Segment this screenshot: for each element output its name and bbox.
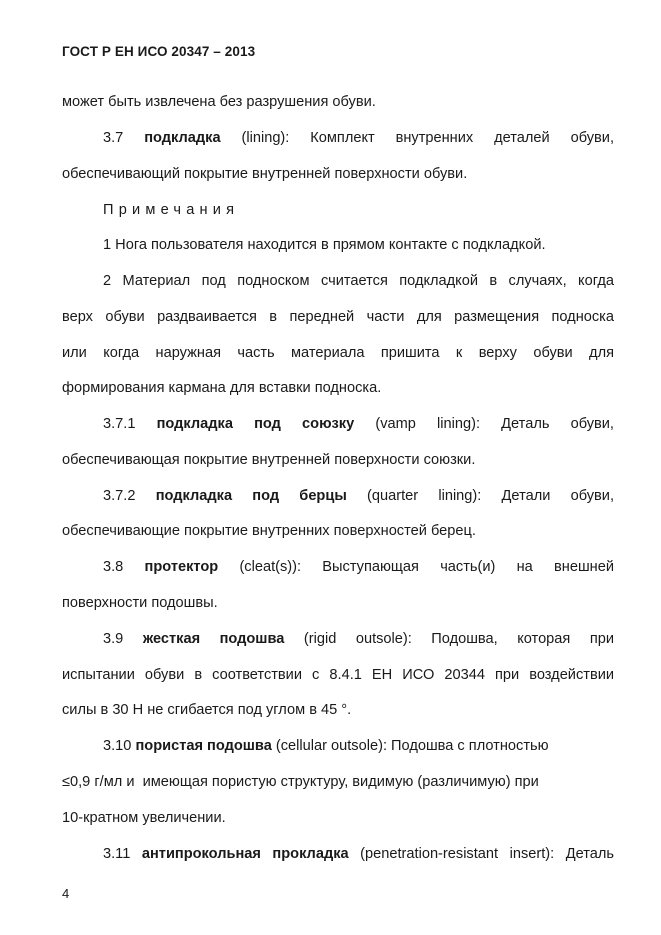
definition-text: (lining): Комплект внутренних деталей обуви,: [241, 130, 614, 146]
clause-number: 3.9: [103, 631, 124, 647]
text-line: поверхности подошвы.: [62, 595, 218, 611]
definition-text: (penetration-resistant insert): Деталь: [360, 846, 614, 862]
text-line: обеспечивающая покрытие внутренней поверхности союзки.: [62, 452, 476, 468]
term: подкладка под берцы: [155, 488, 347, 504]
note-2-line: 2 Материал под подноском считается подкладкой в случаях, когда: [103, 273, 614, 289]
definition-text: (vamp lining): Деталь обуви,: [375, 416, 614, 432]
term: жесткая подошва: [142, 631, 285, 647]
text-line: может быть извлечена без разрушения обуви.: [62, 94, 376, 110]
text-line: 10-кратном увеличении.: [62, 810, 226, 826]
notes-heading: [103, 200, 614, 220]
definition-3-9: [103, 629, 614, 649]
text-line: испытании обуви в соответствии с 8.4.1 ЕН ИСО 20344 при воздействии: [62, 667, 614, 683]
text-line: обеспечивающий покрытие внутренней поверхности обуви.: [62, 166, 468, 182]
definition-3-7: [103, 128, 614, 148]
clause-number: 3.7.2: [103, 488, 136, 504]
definition-text: (quarter lining): Детали обуви,: [367, 488, 615, 504]
clause-number: 3.8: [103, 559, 124, 575]
note-2-line: формирования кармана для вставки подноска.: [62, 380, 382, 396]
note-1: 1 Нога пользователя находится в прямом контакте с подкладкой.: [103, 237, 546, 253]
clause-number: 3.11: [103, 846, 131, 862]
definition-3-11: [103, 844, 614, 864]
note-2-line: верх обуви раздваивается в передней части для размещения подноска: [62, 309, 614, 325]
definition-text: (cleat(s)): Выступающая часть(и) на внешней: [239, 559, 614, 575]
term: антипрокольная прокладка: [141, 846, 349, 862]
document-header: ГОСТ Р ЕН ИСО 20347 – 2013: [62, 44, 256, 59]
notes-title: Примечания: [103, 202, 240, 218]
definition-3-7-2: [103, 486, 614, 506]
definition-3-7-1: [103, 414, 614, 434]
text-line: обеспечивающие покрытие внутренних поверхностей берец.: [62, 523, 476, 539]
term: протектор: [144, 559, 219, 575]
clause-number: 3.10: [103, 738, 132, 754]
term: подкладка под союзку: [156, 416, 355, 432]
definition-text: (rigid outsole): Подошва, которая при: [303, 631, 614, 647]
definition-3-8: [103, 557, 614, 577]
note-2-line: или когда наружная часть материала пришита к верху обуви для: [62, 345, 614, 361]
definition-text: (cellular outsole): Подошва с плотностью: [275, 738, 549, 754]
text-line: силы в 30 Н не сгибается под углом в 45 °.: [62, 702, 352, 718]
clause-number: 3.7: [103, 130, 124, 146]
definition-3-10: [103, 736, 614, 756]
page-number: 4: [62, 886, 70, 901]
term: подкладка: [144, 130, 221, 146]
text-line: ≤0,9 г/мл и имеющая пористую структуру, видимую (различимую) при: [62, 774, 539, 790]
clause-number: 3.7.1: [103, 416, 136, 432]
term: пористая подошва: [135, 738, 272, 754]
